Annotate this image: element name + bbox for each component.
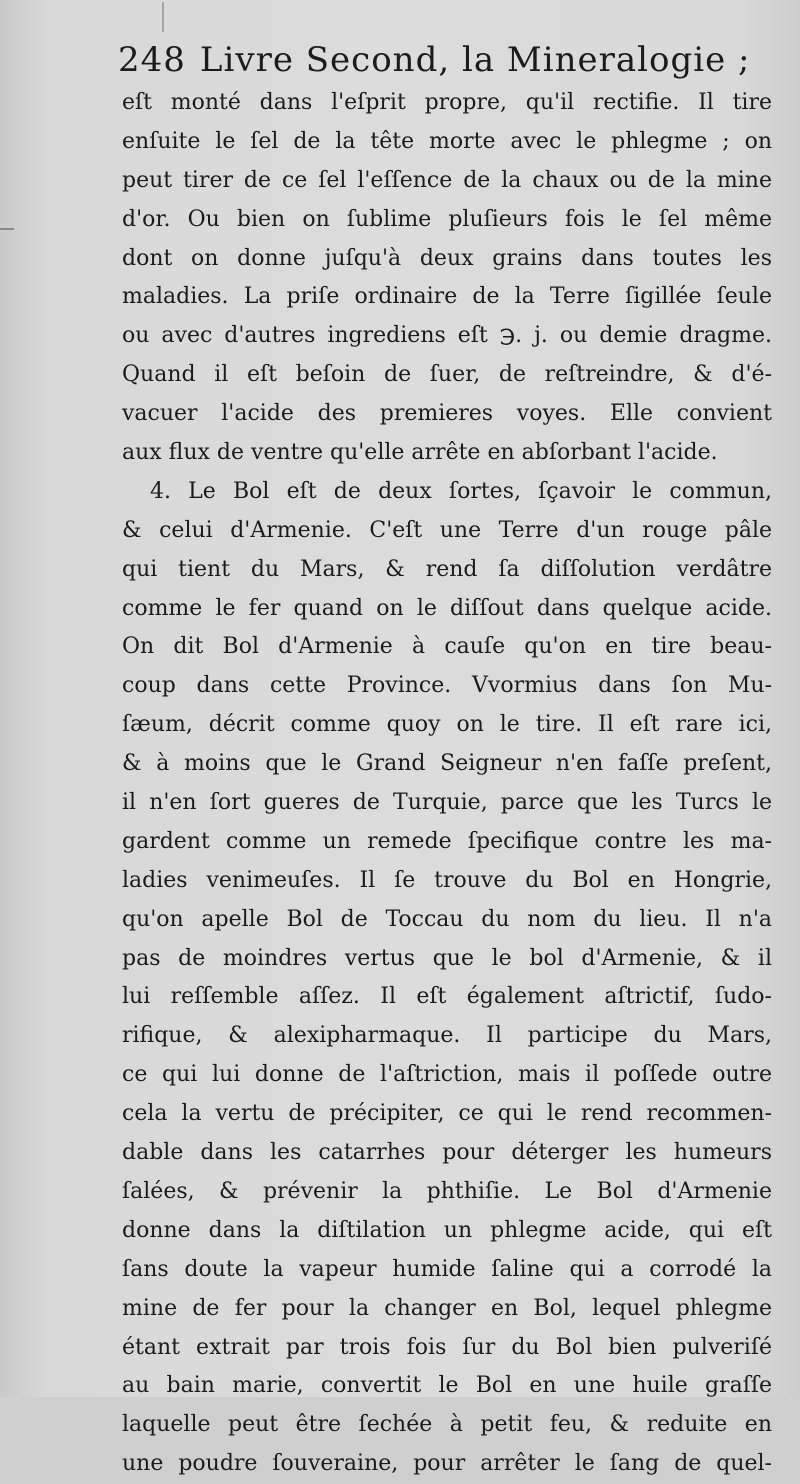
text-line: eſt monté dans l'eſprit propre, qu'il rectifie. Il tire [122, 90, 772, 115]
text-line: au bain marie, convertit le Bol en une huile graſſe [122, 1373, 772, 1399]
text-line: coup dans cette Province. Vvormius dans ſon Mu- [122, 673, 772, 699]
scan-artifact [162, 2, 164, 32]
text-line: aux flux de ventre qu'elle arrête en abſorbant l'acide. [122, 440, 718, 466]
text-line: cela la vertu de précipiter, ce qui le rend recommen- [122, 1101, 772, 1127]
text-line: rifique, & alexipharmaque. Il participe du Mars, [122, 1023, 772, 1049]
text-line: ſans doute la vapeur humide ſaline qui a corrodé la [122, 1256, 772, 1282]
text-line: ou avec d'autres ingrediens eſt ℈. j. ou demie dragme. [122, 323, 772, 349]
text-line: qu'on apelle Bol de Toccau du nom du lieu. Il n'a [122, 906, 772, 932]
text-line: il n'en ſort gueres de Turquie, parce que les Turcs le [122, 790, 772, 816]
text-line: ſæum, décrit comme quoy on le tire. Il eſt rare ici, [122, 712, 772, 738]
text-line: une poudre ſouveraine, pour arrêter le ſang de quel- [122, 1451, 772, 1477]
margin-mark [0, 228, 14, 230]
text-line: 4. Le Bol eſt de deux ſortes, ſçavoir le commun, [150, 478, 772, 504]
page-number: 248 [118, 40, 186, 80]
text-line: gardent comme un remede ſpecifique contre les ma- [122, 828, 772, 854]
text-line: ce qui lui donne de l'aſtriction, mais il poſſede outre [122, 1062, 772, 1088]
text-line: On dit Bol d'Armenie à cauſe qu'on en tire beau- [122, 634, 772, 660]
text-line: pas de moindres vertus que le bol d'Armenie, & il [122, 945, 772, 971]
text-line: ladies venimeuſes. Il ſe trouve du Bol en Hongrie, [122, 867, 772, 893]
text-line: & celui d'Armenie. C'eſt une Terre d'un rouge pâle [122, 517, 772, 543]
text-line: enſuite le ſel de la tête morte avec le phlegme ; on [122, 128, 772, 154]
text-line: dont on donne juſqu'à deux grains dans toutes les [122, 245, 772, 271]
running-head [118, 40, 778, 80]
text-line: Quand il eſt beſoin de ſuer, de reſtreindre, & d'é- [122, 362, 772, 388]
running-title: Livre Second, la Mineralogie ; [199, 40, 751, 80]
text-line: lui reſſemble aſſez. Il eſt également aſtrictif, ſudo- [122, 984, 772, 1010]
text-line: mine de fer pour la changer en Bol, lequel phlegme [122, 1295, 772, 1321]
text-line: & à moins que le Grand Seigneur n'en faſſe preſent, [122, 751, 772, 777]
body-text [122, 84, 772, 1484]
text-line: maladies. La priſe ordinaire de la Terre ſigillée ſeule [122, 284, 772, 310]
text-line: dable dans les catarrhes pour déterger les humeurs [122, 1140, 772, 1166]
text-line: qui tient du Mars, & rend ſa diſſolution verdâtre [122, 556, 772, 582]
text-line: laquelle peut être ſechée à petit feu, & reduite en [122, 1412, 772, 1438]
text-line: d'or. Ou bien on ſublime pluſieurs fois le ſel même [122, 206, 772, 232]
text-line: étant extrait par trois fois ſur du Bol bien pulveriſé [122, 1334, 772, 1360]
text-line: donne dans la diſtilation un phlegme acide, qui eſt [122, 1217, 772, 1243]
text-line: peut tirer de ce ſel l'eſſence de la chaux ou de la mine [122, 167, 772, 193]
text-line: vacuer l'acide des premieres voyes. Elle convient [122, 401, 772, 427]
text-line: ſalées, & prévenir la phthiſie. Le Bol d'Armenie [122, 1178, 772, 1204]
text-line: comme le fer quand on le diſſout dans quelque acide. [122, 595, 772, 621]
